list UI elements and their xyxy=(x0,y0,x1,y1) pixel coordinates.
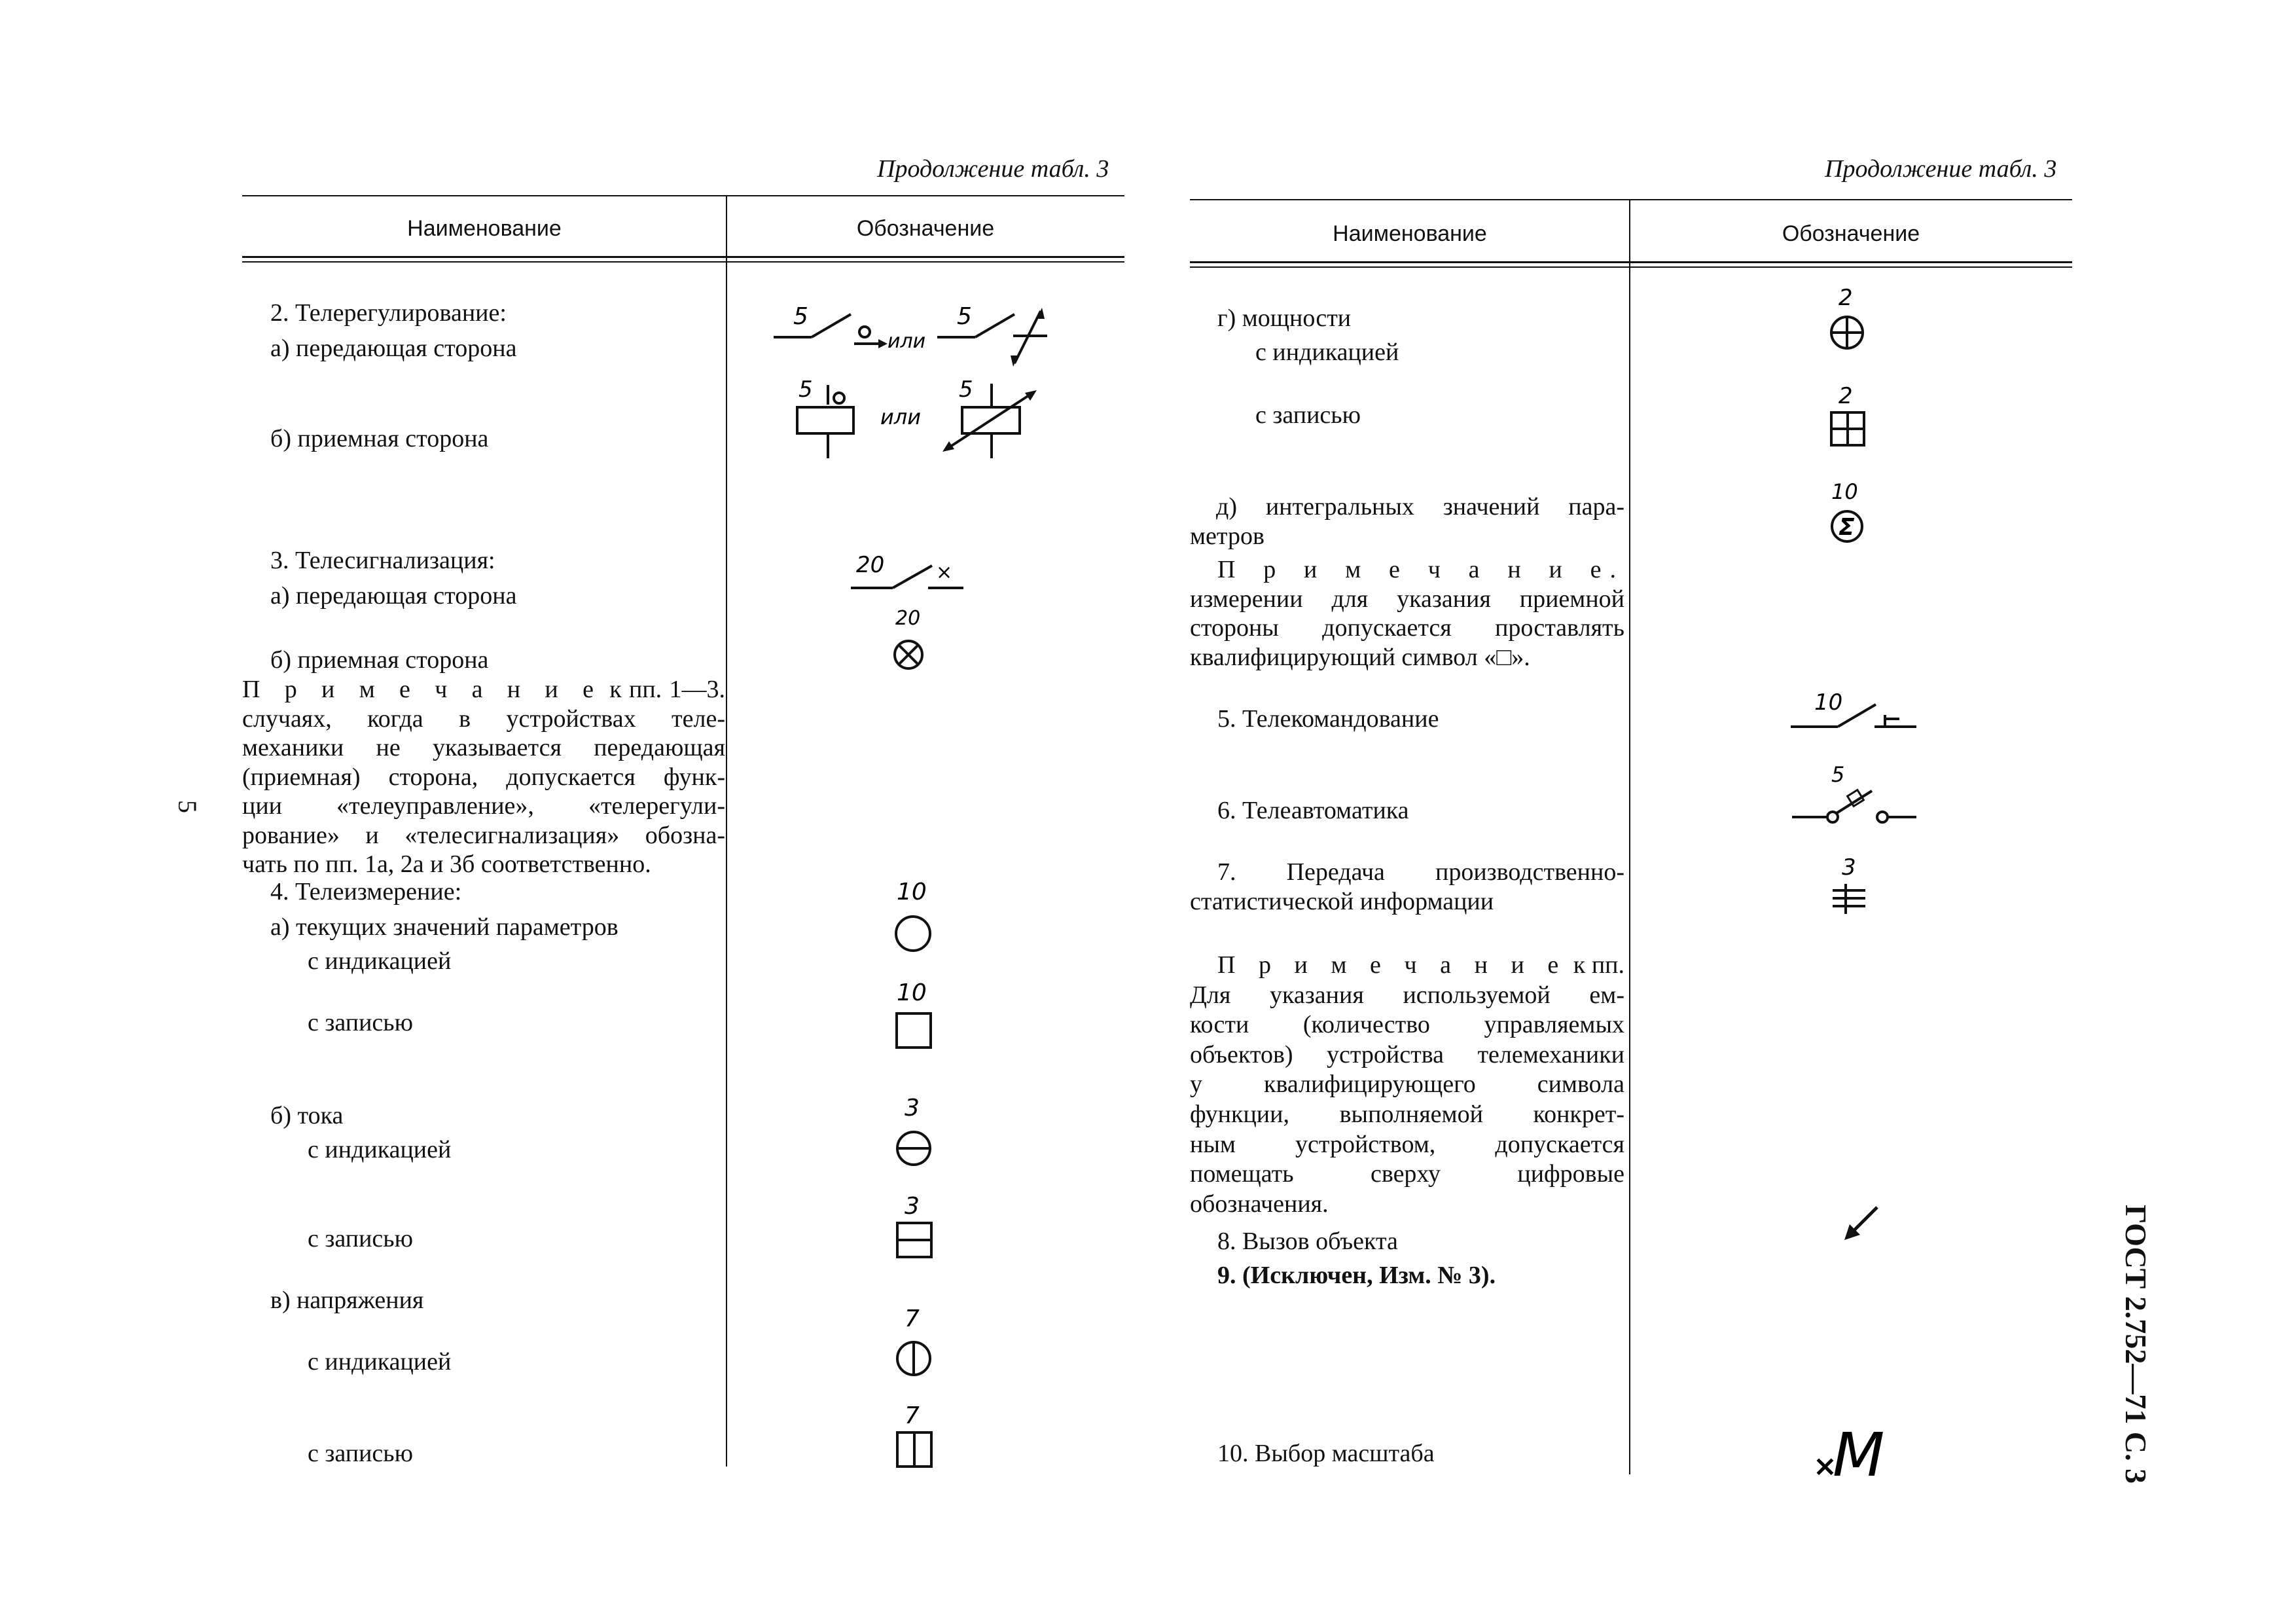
symbol-number: 7 xyxy=(905,1305,920,1332)
note-line: рование» и «телесигнализация» обозна- xyxy=(242,821,725,849)
left-column-divider xyxy=(726,195,727,1467)
item-4b-record: с записью xyxy=(308,1225,413,1252)
item-d-line: метров xyxy=(1190,522,1265,550)
sigma-glyph: Σ xyxy=(1839,514,1855,541)
symbol-number: 2 xyxy=(1839,383,1853,409)
note-lead: П р и м е ч а н и е xyxy=(242,676,602,703)
right-caption: Продолжение табл. 3 xyxy=(1825,155,2057,183)
note-line: обозначения. xyxy=(1190,1190,1329,1218)
teleregulation-receive-symbol xyxy=(785,378,1060,464)
right-col-symbol-header: Обозначение xyxy=(1782,221,1920,246)
note-lead: П р и м е ч а н и е. xyxy=(1217,556,1624,583)
item-4-telemeasure: 4. Телеизмерение: xyxy=(270,878,462,905)
item-8-call-object: 8. Вызов объекта xyxy=(1217,1228,1398,1255)
symbol-number: 10 xyxy=(1814,689,1843,716)
symbol-number: 3 xyxy=(905,1095,920,1122)
left-col-name-header: Наименование xyxy=(407,216,562,241)
note-line: Для указания используемой ем- xyxy=(1190,981,1624,1009)
symbol-number: 5 xyxy=(1831,762,1845,787)
right-col-name-header: Наименование xyxy=(1333,221,1487,246)
item-4c-indication: с индикацией xyxy=(308,1348,452,1376)
teleautomatics-symbol xyxy=(1787,759,1931,831)
note-line: (приемная) сторона, допускается функ- xyxy=(242,763,725,791)
item-3b: б) приемная сторона xyxy=(270,646,489,674)
item-g-record: с записью xyxy=(1255,401,1361,429)
voltage-record-symbol xyxy=(889,1400,948,1485)
item-4c: в) напряжения xyxy=(270,1286,424,1314)
note-line: у квалифицирующего символа xyxy=(1190,1070,1624,1099)
telesignal-receive-symbol xyxy=(890,604,942,676)
note-line: к пп. xyxy=(1573,951,1624,979)
item-2a: а) передающая сторона xyxy=(270,335,517,362)
item-4b-indication: с индикацией xyxy=(308,1136,452,1163)
item-3-telesignal: 3. Телесигнализация: xyxy=(270,547,495,574)
symbol-number: 5 xyxy=(959,376,973,403)
note-line: квалифицирующий символ «□». xyxy=(1190,643,1530,671)
item-3a: а) передающая сторона xyxy=(270,582,517,610)
note-line: чать по пп. 1а, 2а и 3б соответственно. xyxy=(242,850,651,878)
note-lead: П р и м е ч а н и е xyxy=(1217,951,1568,979)
item-4a-indication: с индикацией xyxy=(308,947,452,975)
note-line: стороны допускается проставлять xyxy=(1190,614,1624,642)
telesignal-transmit-symbol xyxy=(844,550,975,596)
production-info-transfer-symbol xyxy=(1829,851,1874,923)
symbol-number: 5 xyxy=(957,303,972,330)
right-column-divider xyxy=(1629,199,1630,1474)
scale-select-symbol xyxy=(1813,1420,1892,1490)
note-item-4 xyxy=(1190,555,1624,672)
left-header-double-rule xyxy=(242,256,1124,258)
item-g-indication: с индикацией xyxy=(1255,338,1399,366)
note-line: ным устройством, допускается xyxy=(1190,1130,1624,1158)
note-line: объектов) устройства телемеханики xyxy=(1190,1040,1624,1068)
symbol-number: 7 xyxy=(905,1402,920,1429)
item-d-line: д) интегральных значений пара- xyxy=(1216,493,1624,520)
left-page-number: 5 xyxy=(173,800,202,813)
note-line: измерении для указания приемной xyxy=(1190,585,1624,613)
left-table-top-rule xyxy=(242,195,1124,196)
symbol-number: 20 xyxy=(895,607,921,630)
item-9-excluded: 9. (Исключен, Изм. № 3). xyxy=(1217,1262,1496,1289)
symbol-number: 3 xyxy=(905,1193,920,1220)
note-line: ции «телеуправление», «телерегули- xyxy=(242,792,725,820)
symbol-number: 3 xyxy=(1842,854,1856,881)
item-4b: б) тока xyxy=(270,1102,344,1129)
right-header-double-rule xyxy=(1190,261,2072,263)
left-header-double-rule-2 xyxy=(242,261,1124,263)
item-4c-record: с записью xyxy=(308,1440,413,1467)
note-items-1-7 xyxy=(1190,951,1624,1219)
right-table-top-rule xyxy=(1190,199,2072,200)
item-7-line: статистической информации xyxy=(1190,887,1494,915)
integral-values-symbol xyxy=(1822,477,1881,549)
m-glyph: M xyxy=(1833,1420,1885,1490)
item-4a: а) текущих значений параметров xyxy=(270,913,619,941)
item-4a-record: с записью xyxy=(308,1009,413,1036)
symbol-number: 2 xyxy=(1839,285,1853,311)
document-side-title: ГОСТ 2.752—71 С. 3 xyxy=(2119,1205,2153,1484)
current-values-indication-symbol xyxy=(887,875,946,960)
x-mark: × xyxy=(1813,1450,1837,1483)
current-record-symbol xyxy=(889,1190,948,1275)
item-2-teleregulation: 2. Телерегулирование: xyxy=(270,299,507,327)
current-indication-symbol xyxy=(889,1091,948,1176)
left-col-symbol-header: Обозначение xyxy=(856,216,995,241)
power-indication-symbol xyxy=(1822,283,1874,355)
item-2b: б) приемная сторона xyxy=(270,425,489,452)
note-line: помещать сверху цифровые xyxy=(1190,1160,1624,1188)
item-10-scale-select: 10. Выбор масштаба xyxy=(1217,1440,1435,1467)
or-label: или xyxy=(880,405,922,429)
item-5-telecommand: 5. Телекомандование xyxy=(1217,705,1439,733)
or-label: или xyxy=(888,330,926,353)
item-d-integral xyxy=(1190,492,1624,551)
x-mark: × xyxy=(936,561,953,584)
symbol-number: 10 xyxy=(897,879,927,905)
item-7-line: 7. Передача производственно- xyxy=(1217,858,1624,886)
current-values-record-symbol xyxy=(887,974,946,1059)
left-caption: Продолжение табл. 3 xyxy=(877,155,1109,183)
note-line: к пп. 1—3. xyxy=(609,676,725,703)
symbol-number: 10 xyxy=(1831,479,1858,504)
note-line: механики не указывается передающая xyxy=(242,734,725,761)
item-6-teleautomatics: 6. Телеавтоматика xyxy=(1217,797,1409,824)
note-line: случаях, когда в устройствах теле- xyxy=(242,704,725,733)
voltage-indication-symbol xyxy=(889,1303,948,1388)
item-7-transfer xyxy=(1190,858,1624,916)
symbol-number: 20 xyxy=(856,552,885,578)
item-g-power: г) мощности xyxy=(1217,304,1352,332)
power-record-symbol xyxy=(1822,380,1874,452)
symbol-number: 5 xyxy=(793,303,808,330)
right-header-double-rule-2 xyxy=(1190,266,2072,268)
note-line: функции, выполняемой конкрет- xyxy=(1190,1100,1624,1128)
symbol-number: 5 xyxy=(798,376,813,403)
note-items-1-3 xyxy=(242,675,725,879)
symbol-number: 10 xyxy=(897,979,927,1006)
call-object-arrow-symbol xyxy=(1839,1201,1885,1247)
teleregulation-transmit-symbol xyxy=(766,298,1067,373)
note-line: кости (количество управляемых xyxy=(1190,1011,1624,1039)
telecommand-symbol xyxy=(1787,689,1931,735)
